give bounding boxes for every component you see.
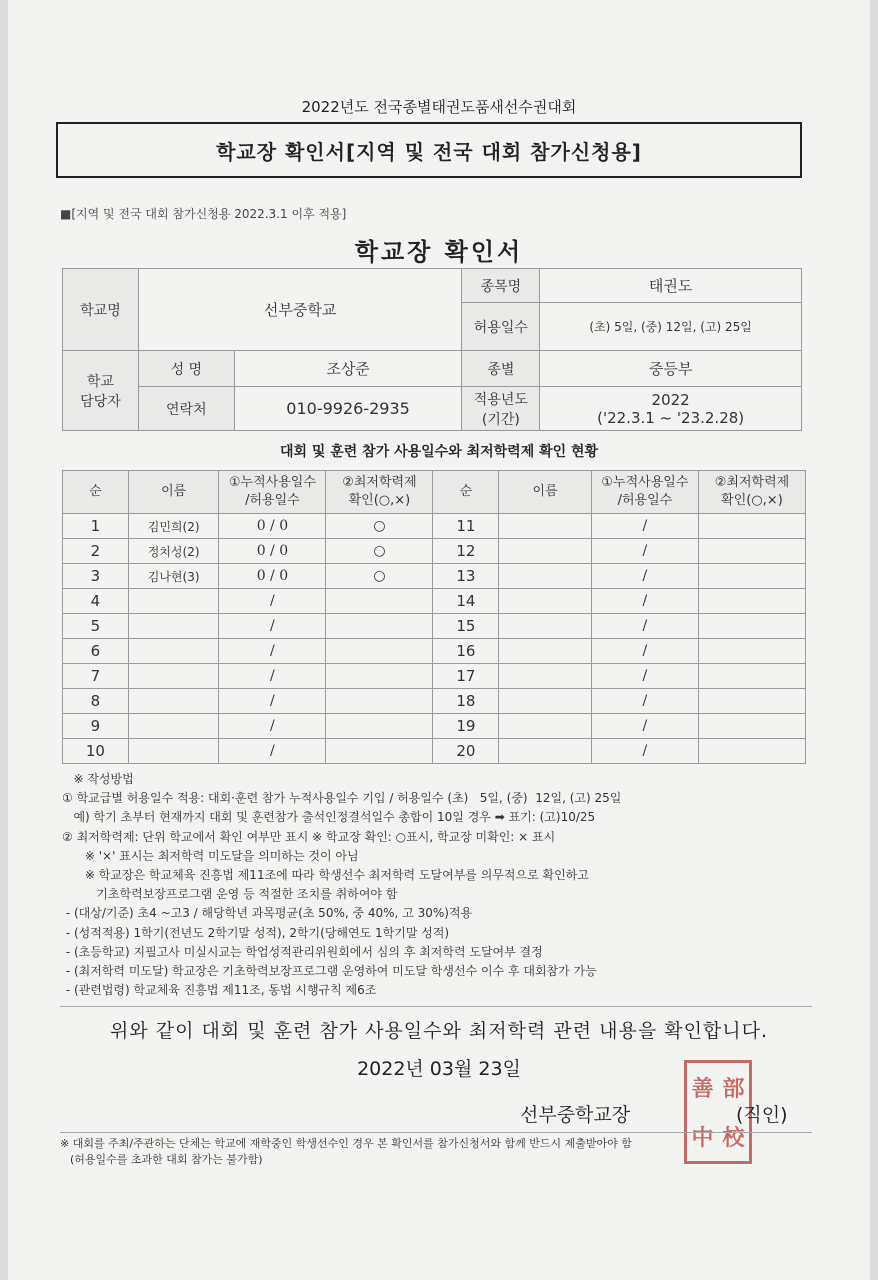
- row-no: 12: [433, 539, 499, 564]
- col-days: [591, 471, 698, 514]
- row-academic: [698, 714, 805, 739]
- row-name: [128, 689, 219, 714]
- footnote-line2: (허용일수를 초과한 대회 참가는 불가함): [70, 1153, 263, 1166]
- year-label: [462, 387, 540, 431]
- instruction-line: ① 학교급별 허용일수 적용: 대회·훈련 참가 누적사용일수 기입 / 허용일수 (초) 5일, (중) 12일, (고) 25일: [62, 791, 622, 806]
- row-academic: [326, 614, 433, 639]
- instruction-line: 예) 학기 초부터 현재까지 대회 및 훈련참가 출석인정결석일수 총합이 10일 경우 ➡ 표기: (고)10/25: [62, 810, 596, 825]
- table-row: [63, 639, 806, 664]
- seal-label: (직인): [736, 1104, 788, 1126]
- row-no: 3: [63, 564, 129, 589]
- year-value: [540, 387, 802, 431]
- row-days: /: [219, 714, 326, 739]
- row-name: 정치성(2): [128, 539, 219, 564]
- table-row: [63, 539, 806, 564]
- row-no: 11: [433, 514, 499, 539]
- row-academic: ○: [326, 539, 433, 564]
- row-name: [128, 664, 219, 689]
- table-row: [63, 564, 806, 589]
- year-label-line2: (기간): [481, 411, 520, 428]
- row-no: 15: [433, 614, 499, 639]
- col-acad-line2: 확인(○,×): [721, 493, 783, 508]
- competition-title: 2022년도 전국종별태권도품새선수권대회: [301, 98, 577, 116]
- row-no: 17: [433, 664, 499, 689]
- name-label: 성 명: [138, 351, 234, 387]
- event-label: 종목명: [462, 269, 540, 303]
- main-title: 학교장 확인서: [354, 238, 524, 266]
- name-value: 조상준: [234, 351, 462, 387]
- school-info-table: [62, 268, 802, 431]
- row-academic: [698, 514, 805, 539]
- seal-char: 部: [722, 1076, 745, 1102]
- row-name: [499, 589, 592, 614]
- row-name: [499, 689, 592, 714]
- row-days: /: [591, 664, 698, 689]
- row-no: 6: [63, 639, 129, 664]
- applicability-note: ■[지역 및 전국 대회 참가신청용 2022.3.1 이후 적용]: [60, 207, 347, 221]
- row-academic: [698, 614, 805, 639]
- row-name: [128, 614, 219, 639]
- row-days: /: [219, 664, 326, 689]
- row-days: /: [591, 589, 698, 614]
- col-days: [219, 471, 326, 514]
- year-label-line1: 적용년도: [473, 391, 528, 408]
- row-no: 8: [63, 689, 129, 714]
- row-academic: [698, 589, 805, 614]
- divider: [60, 1006, 812, 1007]
- row-no: 4: [63, 589, 129, 614]
- row-days: /: [591, 539, 698, 564]
- row-name: 김민희(2): [128, 514, 219, 539]
- row-no: 9: [63, 714, 129, 739]
- instruction-line: ② 최저학력제: 단위 학교에서 확인 여부만 표시 ※ 학교장 확인: ○표시, 학교장 미확인: × 표시: [62, 829, 556, 844]
- row-days: /: [591, 739, 698, 764]
- col-days-line1: ①누적사용일수: [228, 475, 316, 490]
- row-name: [499, 664, 592, 689]
- row-days: 0 / 0: [219, 539, 326, 564]
- row-name: [499, 614, 592, 639]
- row-academic: [326, 739, 433, 764]
- col-days-line2: /허용일수: [245, 493, 300, 508]
- row-name: [499, 714, 592, 739]
- row-academic: ○: [326, 514, 433, 539]
- form-title-box: [56, 122, 802, 178]
- row-name: [128, 589, 219, 614]
- col-name: 이름: [499, 471, 592, 514]
- row-days: /: [591, 689, 698, 714]
- row-academic: [326, 714, 433, 739]
- issue-date: 2022년 03월 23일: [357, 1058, 521, 1080]
- year-value-line2: ('22.3.1 ~ '23.2.28): [597, 408, 745, 427]
- seal-char: 中: [691, 1125, 714, 1151]
- row-no: 13: [433, 564, 499, 589]
- row-no: 19: [433, 714, 499, 739]
- row-name: [128, 714, 219, 739]
- row-no: 1: [63, 514, 129, 539]
- row-days: /: [219, 689, 326, 714]
- contact-label: 연락처: [138, 387, 234, 431]
- instruction-line: - (최저학력 미도달) 학교장은 기초학력보장프로그램 운영하여 미도달 학생선수 이수 후 대회참가 가능: [62, 964, 597, 979]
- row-academic: [698, 639, 805, 664]
- row-no: 14: [433, 589, 499, 614]
- table-row: [63, 614, 806, 639]
- col-acad: [326, 471, 433, 514]
- col-acad: [698, 471, 805, 514]
- row-academic: [698, 739, 805, 764]
- row-academic: [698, 564, 805, 589]
- col-no: 순: [433, 471, 499, 514]
- status-table-title: 대회 및 훈련 참가 사용일수와 최저학력제 확인 현황: [279, 444, 599, 460]
- row-no: 7: [63, 664, 129, 689]
- instruction-line: ※ '×' 표시는 최저학력 미도달을 의미하는 것이 아님: [62, 848, 359, 863]
- row-name: [128, 739, 219, 764]
- row-days: /: [219, 614, 326, 639]
- row-days: /: [591, 639, 698, 664]
- form-title: 학교장 확인서[지역 및 전국 대회 참가신청용]: [216, 139, 642, 164]
- category-label: 종별: [462, 351, 540, 387]
- col-days-line1: ①누적사용일수: [601, 475, 689, 490]
- row-academic: ○: [326, 564, 433, 589]
- row-name: [499, 514, 592, 539]
- allowed-days-value: (초) 5일, (중) 12일, (고) 25일: [540, 303, 802, 351]
- row-no: 10: [63, 739, 129, 764]
- col-acad-line1: ②최저학력제: [342, 475, 417, 490]
- divider: [60, 1132, 812, 1133]
- instruction-line: - (관련법령) 학교체육 진흥법 제11조, 동법 시행규칙 제6조: [62, 983, 377, 998]
- row-academic: [326, 664, 433, 689]
- row-days: 0 / 0: [219, 514, 326, 539]
- row-days: /: [591, 614, 698, 639]
- row-name: [128, 639, 219, 664]
- school-label: 학교명: [63, 269, 139, 351]
- row-days: /: [219, 589, 326, 614]
- instruction-line: ※ 학교장은 학교체육 진흥법 제11조에 따라 학생선수 최저학력 도달여부를 의무적으로 확인하고: [62, 868, 589, 883]
- staff-label-line1: 학교: [86, 373, 114, 390]
- staff-label: [63, 351, 139, 431]
- instruction-line: - (대상/기준) 초4 ~고3 / 해당학년 과목평균(초 50%, 중 40%, 고 30%)적용: [62, 906, 473, 921]
- row-academic: [698, 539, 805, 564]
- row-name: 김나현(3): [128, 564, 219, 589]
- row-name: [499, 564, 592, 589]
- contact-value: 010-9926-2935: [234, 387, 462, 431]
- instruction-line: - (초등학교) 지필고사 미실시교는 학업성적관리위원회에서 심의 후 최저학력 도달여부 결정: [62, 944, 543, 959]
- status-table: [62, 470, 806, 764]
- col-no: 순: [63, 471, 129, 514]
- row-name: [499, 639, 592, 664]
- principal-signature: 선부중학교장: [520, 1104, 631, 1126]
- table-row: [63, 689, 806, 714]
- footnote-line1: ※ 대회를 주최/주관하는 단체는 학교에 재학중인 학생선수인 경우 본 확인서를 참가신청서와 함께 반드시 제출받아야 함: [60, 1137, 632, 1150]
- year-value-line1: 2022: [651, 390, 690, 409]
- table-row: [63, 739, 806, 764]
- seal-char: 校: [722, 1125, 745, 1151]
- row-academic: [326, 639, 433, 664]
- row-no: 16: [433, 639, 499, 664]
- row-days: /: [591, 714, 698, 739]
- footnote: [60, 1136, 820, 1168]
- col-acad-line2: 확인(○,×): [348, 493, 411, 508]
- row-days: /: [591, 514, 698, 539]
- row-days: /: [219, 739, 326, 764]
- row-name: [499, 539, 592, 564]
- allowed-days-label: 허용일수: [462, 303, 540, 351]
- col-name: 이름: [128, 471, 219, 514]
- school-value: 선부중학교: [138, 269, 462, 351]
- row-no: 20: [433, 739, 499, 764]
- row-days: /: [591, 564, 698, 589]
- table-row: [63, 664, 806, 689]
- instructions: [62, 770, 822, 1000]
- instruction-line: - (성적적용) 1학기(전년도 2학기말 성적), 2학기(당해연도 1학기말 성적): [62, 925, 450, 940]
- col-acad-line1: ②최저학력제: [714, 475, 790, 490]
- table-row: [63, 589, 806, 614]
- category-value: 중등부: [540, 351, 802, 387]
- row-academic: [698, 689, 805, 714]
- row-academic: [326, 589, 433, 614]
- staff-label-line2: 담당자: [80, 393, 121, 410]
- col-days-line2: /허용일수: [617, 493, 673, 508]
- instruction-line: ※ 작성방법: [62, 772, 134, 786]
- row-days: 0 / 0: [219, 564, 326, 589]
- seal-char: 善: [691, 1076, 714, 1102]
- row-no: 5: [63, 614, 129, 639]
- row-academic: [698, 664, 805, 689]
- instruction-line: 기초학력보장프로그램 운영 등 적절한 조치를 취하여야 함: [62, 887, 398, 902]
- row-no: 2: [63, 539, 129, 564]
- row-days: /: [219, 639, 326, 664]
- table-row: [63, 514, 806, 539]
- row-no: 18: [433, 689, 499, 714]
- row-academic: [326, 689, 433, 714]
- confirmation-text: 위와 같이 대회 및 훈련 참가 사용일수와 최저학력 관련 내용을 확인합니다.: [109, 1020, 769, 1042]
- table-row: [63, 714, 806, 739]
- event-value: 태권도: [540, 269, 802, 303]
- row-name: [499, 739, 592, 764]
